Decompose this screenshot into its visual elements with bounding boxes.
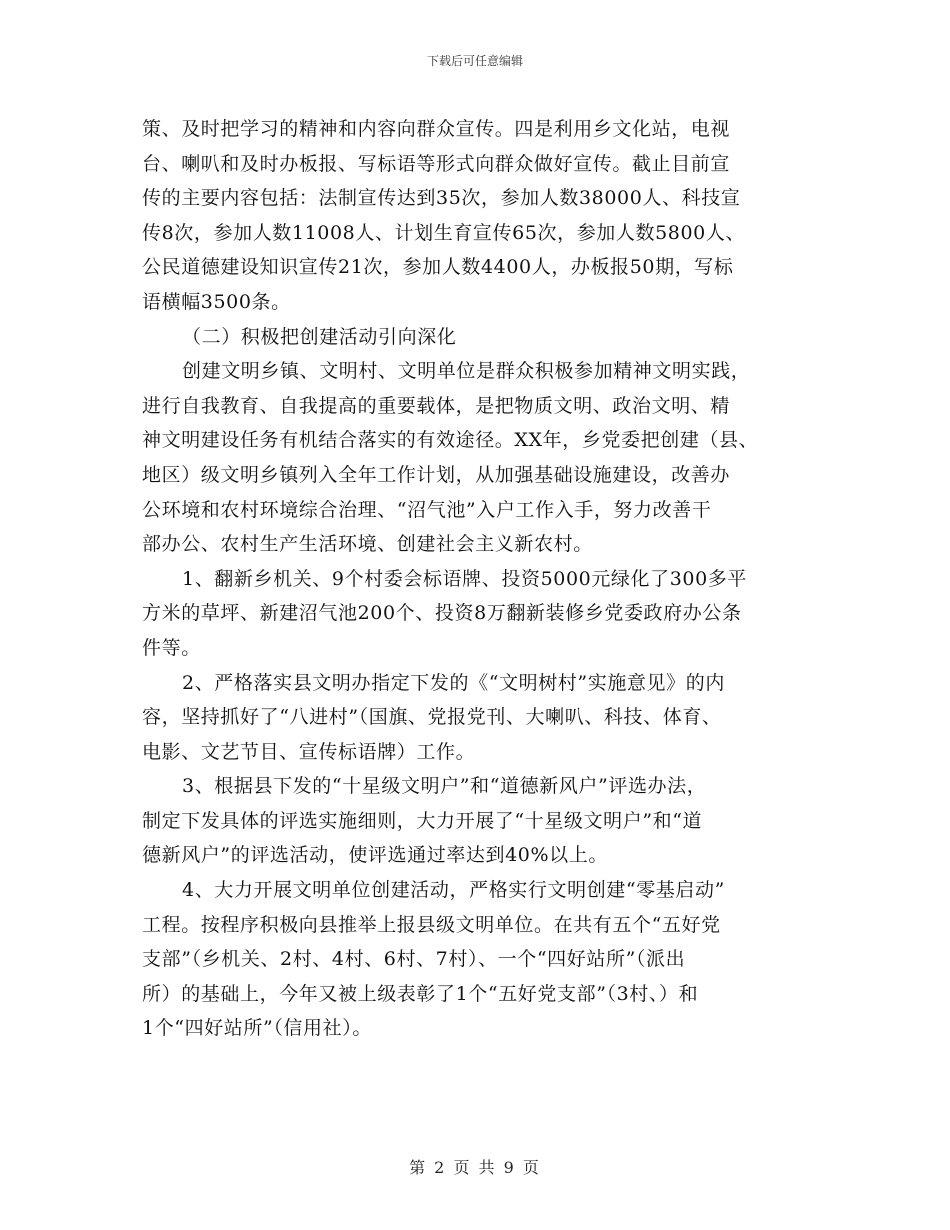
text-line: 地区）级文明乡镇列入全年工作计划，从加强基础设施建设，改善办 xyxy=(142,463,731,486)
text-line: 制定下发具体的评选实施细则，大力开展了“十星级文明户”和“道 xyxy=(142,809,703,832)
text-line: 德新风户”的评选活动，使评选通过率达到40%以上。 xyxy=(142,844,608,867)
list-item-3: 3、根据县下发的“十星级文明户”和“道德新风户”评选办法， xyxy=(182,775,707,798)
text-line: 件等。 xyxy=(142,636,201,659)
text-line: 神文明建设任务有机结合落实的有效途径。XX年，乡党委把创建（县、 xyxy=(142,429,759,452)
text-line: 策、及时把学习的精神和内容向群众宣传。四是利用乡文化站，电视 xyxy=(142,118,731,140)
document-body xyxy=(142,112,822,1046)
text-line: 公民道德建设知识宣传21次，参加人数4400人，办板报50期，写标 xyxy=(142,256,734,279)
list-item-1: 1、翻新乡机关、9个村委会标语牌、投资5000元绿化了300多平 xyxy=(182,567,747,590)
text-line: 工程。按程序积极向县推举上报县级文明单位。在共有五个“五好党 xyxy=(142,913,721,936)
section-heading: （二）积极把创建活动引向深化 xyxy=(182,325,457,348)
text-line: 所）的基础上，今年又被上级表彰了1个“五好党支部”（3村、）和 xyxy=(142,982,699,1005)
text-line: 电影、文艺节目、宣传标语牌）工作。 xyxy=(142,740,476,763)
text-line: 传8次，参加人数11008人、计划生育宣传65次，参加人数5800人、 xyxy=(142,221,746,244)
paragraph-first-line: 创建文明乡镇、文明村、文明单位是群众积极参加精神文明实践， xyxy=(182,360,751,383)
text-line: 部办公、农村生产生活环境、创建社会主义新农村。 xyxy=(142,533,593,556)
text-line: 台、喇叭和及时办板报、写标语等形式向群众做好宣传。截止目前宣 xyxy=(142,152,731,175)
text-line: 1个“四好站所”（信用社）。 xyxy=(142,1017,372,1040)
page-header: 下载后可任意编辑 xyxy=(426,54,523,68)
text-line: 支部”（乡机关、2村、4村、6村、7村）、一个“四好站所”（派出 xyxy=(142,948,686,971)
text-line: 方米的草坪、新建沼气池200个、投资8万翻新装修乡党委政府办公条 xyxy=(142,602,742,625)
text-line: 语横幅3500条。 xyxy=(142,290,291,313)
list-item-2: 2、严格落实县文明办指定下发的《“文明树村”实施意见》的内 xyxy=(182,671,725,694)
text-line: 进行自我教育、自我提高的重要载体，是把物质文明、政治文明、精 xyxy=(142,394,731,417)
list-item-4: 4、大力开展文明单位创建活动，严格实行文明创建“零基启动” xyxy=(182,879,725,902)
text-line: 容，坚持抓好了“八进村”（国旗、党报党刊、大喇叭、科技、体育、 xyxy=(142,706,722,729)
text-line: 传的主要内容包括：法制宣传达到35次，参加人数38000人、科技宣 xyxy=(142,187,741,210)
page-number: 第 2 页 共 9 页 xyxy=(409,1158,541,1177)
text-line: 公环境和农村环境综合治理、“沼气池”入户工作入手，努力改善干 xyxy=(142,498,712,521)
